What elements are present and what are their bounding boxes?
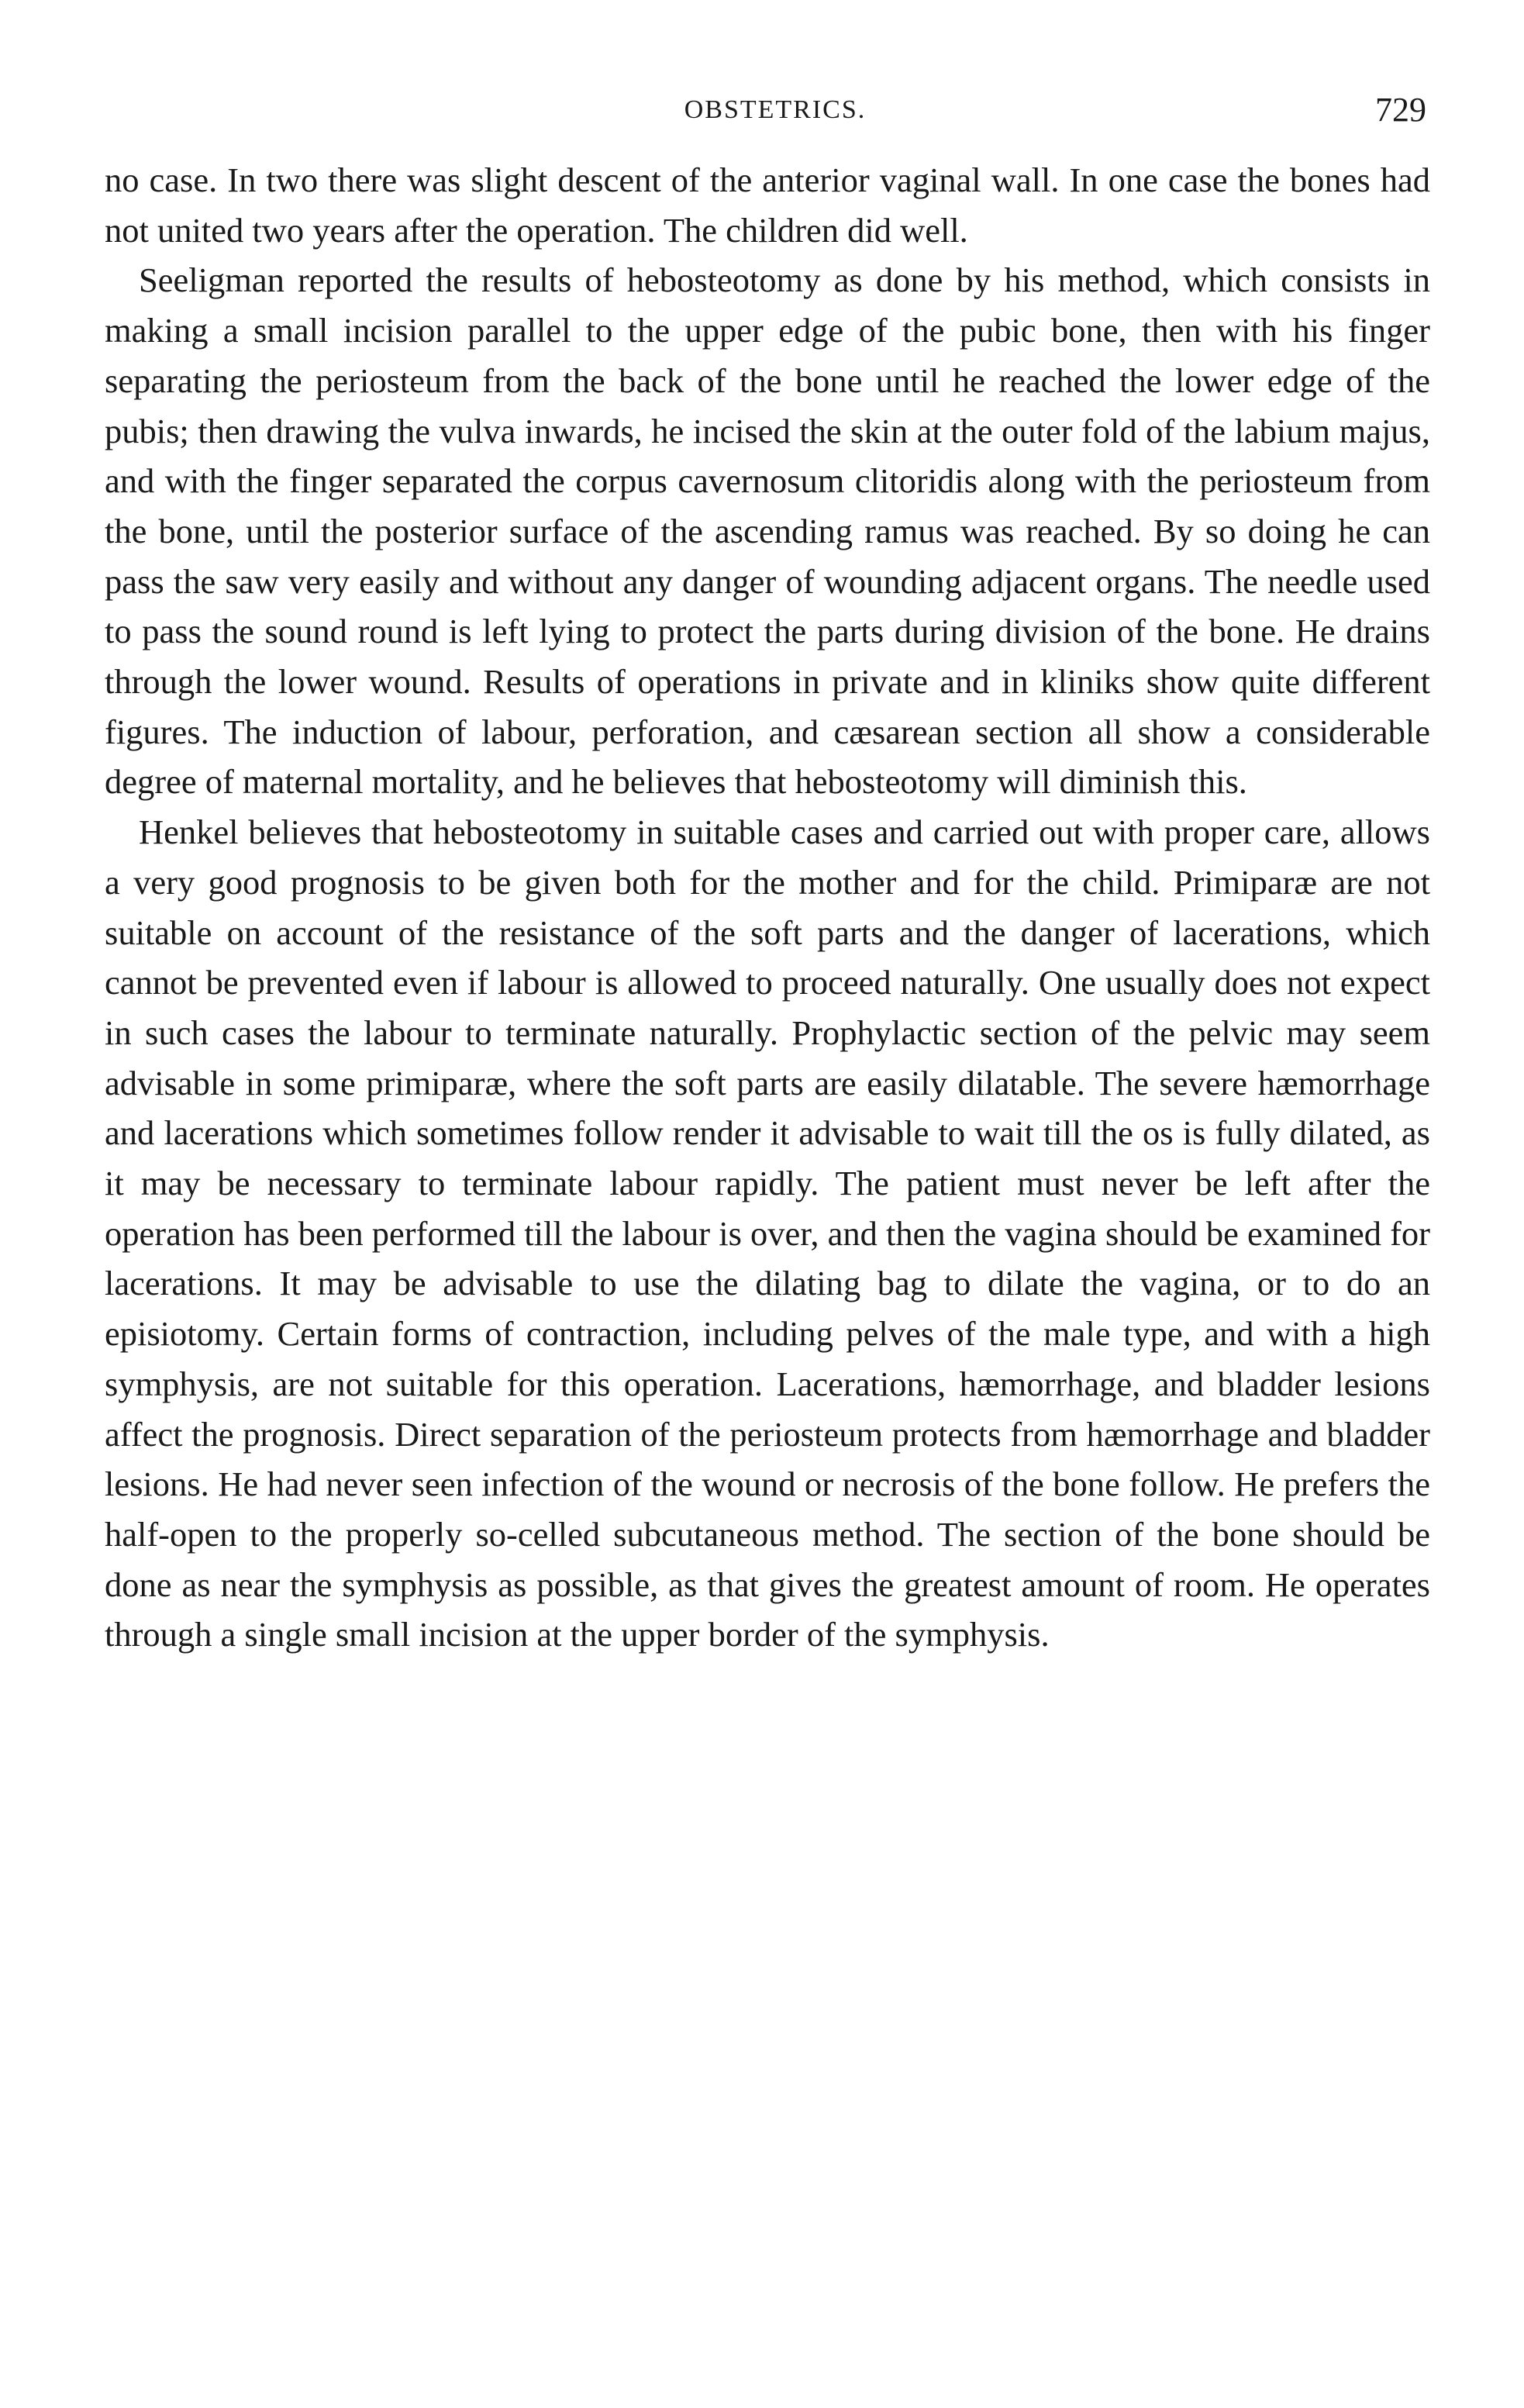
paragraph-continuation: no case. In two there was slight descent of the anterior vaginal wall. In one case the bones had not united two years after the operation. The children did well.	[105, 160, 1430, 250]
page-number: 729	[1375, 91, 1426, 129]
running-title: OBSTETRICS.	[684, 95, 867, 124]
body-text	[105, 155, 1430, 2310]
paragraph-seeligman: Seeligman reported the results of hebosteotomy as done by his method, which consists in making a small incision parallel to the upper edge of the pubic bone, then with his finger separating the periosteum from the back of the bone until he reached the lower edge of the pubis; then drawing the vulva inwards, he incised the skin at the outer fold of the labium majus, and with the finger separated the corpus cavernosum clitoridis along with the periosteum from the bone, until the posterior surface of the ascending ramus was reached. By so doing he can pass the saw very easily and without any danger of wounding adjacent organs. The needle used to pass the sound round is left lying to protect the parts during division of the bone. He drains through the lower wound. Results of operations in private and in kliniks show quite different figures. The induction of labour, perforation, and cæsarean section all show a considerable degree of maternal mortality, and he believes that hebosteotomy will diminish this.	[105, 260, 1430, 802]
paragraph-henkel: Henkel believes that hebosteotomy in suitable cases and carried out with proper care, allows a very good prognosis to be given both for the mother and for the child. Primiparæ are not suitable on account of the resistance of the soft parts and the danger of lacerations, which cannot be prevented even if labour is allowed to proceed naturally. One usually does not expect in such cases the labour to terminate naturally. Prophylactic section of the pelvic may seem advisable in some primiparæ, where the soft parts are easily dilatable. The severe hæmorrhage and lacerations which sometimes follow render it advisable to wait till the os is fully dilated, as it may be necessary to terminate labour rapidly. The patient must never be left after the operation has been performed till the labour is over, and then the vagina should be examined for lacerations. It may be advisable to use the dilating bag to dilate the vagina, or to do an episiotomy. Certain forms of contraction, including pelves of the male type, and with a high symphysis, are not suitable for this operation. Lacerations, hæmorrhage, and bladder lesions affect the prognosis. Direct separation of the periosteum protects from hæmorrhage and bladder lesions. He had never seen infection of the wound or necrosis of the bone follow. He prefers the half-open to the properly so-celled subcutaneous method. The section of the bone should be done as near the symphysis as possible, as that gives the greatest amount of room. He operates through a single small incision at the upper border of the symphysis.	[105, 812, 1430, 1654]
running-head	[116, 87, 1434, 133]
